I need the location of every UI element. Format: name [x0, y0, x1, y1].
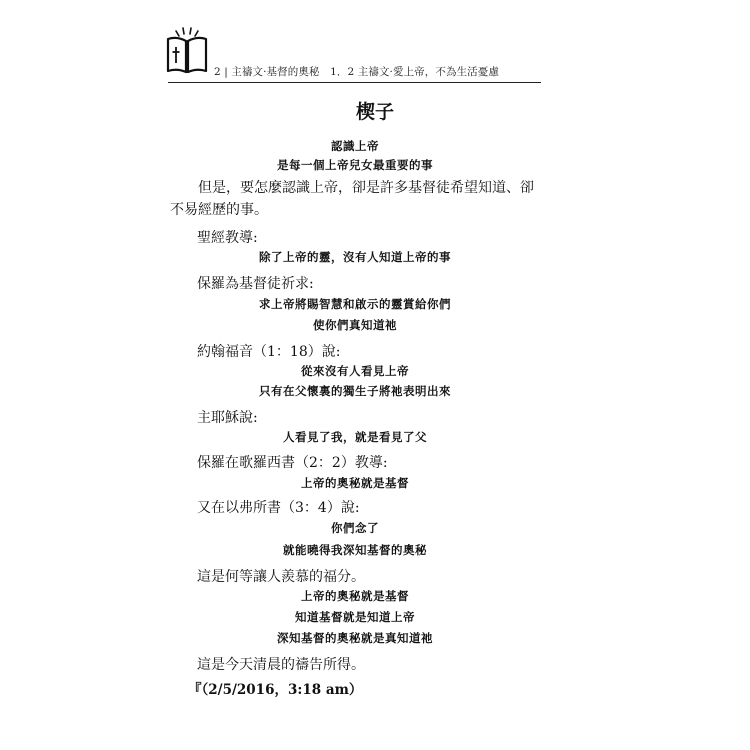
lead-line: 保羅為基督徒祈求:	[197, 276, 314, 292]
open-bible-icon	[165, 25, 209, 77]
quote-line: 上帝的奧秘就是基督	[301, 476, 409, 490]
lead-line: 這是何等讓人羨慕的福分。	[197, 569, 365, 585]
quote-line: 上帝的奧秘就是基督	[301, 589, 409, 603]
quote-line: 從來沒有人看見上帝	[301, 364, 409, 378]
lead-line: 聖經教導:	[197, 230, 258, 246]
quote-line: 就能曉得我深知基督的奧秘	[283, 543, 427, 557]
quote-line: 只有在父懷裏的獨生子將祂表明出來	[259, 384, 451, 398]
header-rule	[168, 82, 541, 83]
quote-line: 知道基督就是知道上帝	[295, 610, 415, 624]
quote-line: 求上帝將賜智慧和啟示的靈賞給你們	[259, 297, 451, 311]
body-paragraph: 但是，要怎麼認識上帝，卻是許多基督徒希望知道、卻不易經歷的事。	[170, 180, 534, 218]
quote-line: 人看見了我，就是看見了父	[283, 430, 427, 444]
quote-line: 認識上帝	[331, 139, 379, 153]
quote-line: 使你們真知道祂	[313, 318, 397, 332]
lead-line: 主耶穌說:	[197, 410, 258, 426]
section-title: 楔子	[355, 101, 394, 123]
lead-line: 保羅在歌羅西書（2：2）教導:	[197, 455, 388, 471]
quote-line: 是每一個上帝兒女最重要的事	[277, 158, 433, 172]
lead-line: 這是今天清晨的禱告所得。	[197, 657, 365, 673]
running-head: 2 | 主禱文·基督的奧秘 1．2 主禱文·愛上帝，不為生活憂慮	[214, 66, 499, 78]
quote-line: 除了上帝的靈，沒有人知道上帝的事	[259, 250, 451, 264]
lead-line: 又在以弗所書（3：4）說:	[197, 500, 360, 516]
lead-line: 約翰福音（1：18）說:	[197, 344, 341, 360]
quote-line: 你們念了	[331, 521, 379, 535]
date-stamp: 『（2/5/2016，3:18 am）	[188, 682, 363, 698]
quote-line: 深知基督的奧秘就是真知道祂	[277, 631, 433, 645]
